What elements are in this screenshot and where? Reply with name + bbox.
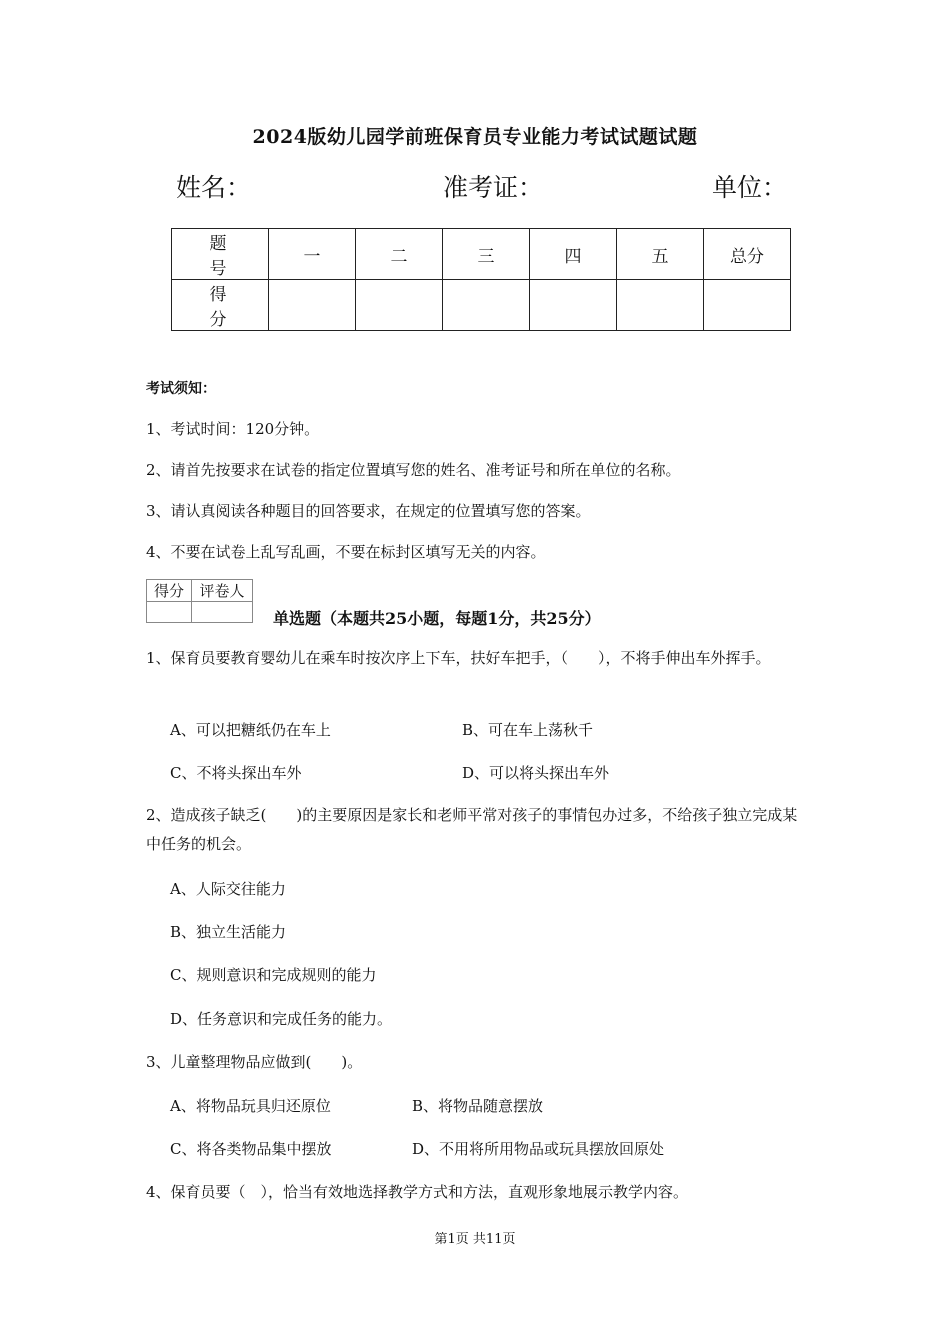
score-value-cell[interactable]	[269, 280, 356, 331]
notice-item: 2、请首先按要求在试卷的指定位置填写您的姓名、准考证号和所在单位的名称。	[146, 461, 681, 479]
option-2b[interactable]: B、独立生活能力	[170, 923, 287, 941]
score-header-cell: 五	[617, 229, 704, 280]
option-1a[interactable]: A、可以把糖纸仍在车上	[170, 721, 331, 739]
document-title: 2024版幼儿园学前班保育员专业能力考试试题试题	[252, 126, 698, 148]
score-header-cell: 一	[269, 229, 356, 280]
unit-label: 单位：	[712, 173, 788, 202]
grader-box	[146, 579, 253, 623]
option-3a[interactable]: A、将物品玩具归还原位	[170, 1097, 331, 1115]
question-1: 1、保育员要教育婴幼儿在乘车时按次序上下车，扶好车把手，（ ），不将手伸出车外挥手。	[146, 649, 771, 667]
page-footer: 第1页 共11页	[434, 1232, 516, 1247]
question-4: 4、保育员要（ ），恰当有效地选择教学方式和方法，直观形象地展示教学内容。	[146, 1183, 689, 1201]
score-value-cell[interactable]	[704, 280, 791, 331]
score-table	[171, 228, 791, 331]
grader-score-label: 得分	[147, 580, 192, 602]
score-value-cell[interactable]	[443, 280, 530, 331]
option-1d[interactable]: D、可以将头探出车外	[462, 764, 610, 782]
notice-item: 4、不要在试卷上乱写乱画，不要在标封区填写无关的内容。	[146, 543, 546, 561]
option-3d[interactable]: D、不用将所用物品或玩具摆放回原处	[412, 1140, 665, 1158]
question-2: 2、造成孩子缺乏( )的主要原因是家长和老师平常对孩子的事情包办过多，不给孩子独立完成某中任务的机会。	[146, 806, 798, 853]
notice-item: 1、考试时间：120分钟。	[146, 420, 320, 438]
grader-reviewer-label: 评卷人	[192, 580, 253, 602]
grader-reviewer-cell[interactable]	[192, 602, 253, 623]
exam-id-label: 准考证：	[443, 173, 544, 202]
notice-heading: 考试须知：	[146, 381, 216, 397]
score-table-value-row	[172, 280, 791, 331]
option-3c[interactable]: C、将各类物品集中摆放	[170, 1140, 332, 1158]
score-value-cell[interactable]	[530, 280, 617, 331]
score-value-cell[interactable]	[617, 280, 704, 331]
option-3b[interactable]: B、将物品随意摆放	[412, 1097, 544, 1115]
grader-score-cell[interactable]	[147, 602, 192, 623]
option-2d[interactable]: D、任务意识和完成任务的能力。	[170, 1010, 393, 1028]
score-header-cell: 总分	[704, 229, 791, 280]
option-1c[interactable]: C、不将头探出车外	[170, 764, 302, 782]
score-header-cell: 二	[356, 229, 443, 280]
question-3: 3、儿童整理物品应做到( )。	[146, 1053, 363, 1071]
notice-item: 3、请认真阅读各种题目的回答要求，在规定的位置填写您的答案。	[146, 502, 591, 520]
option-2a[interactable]: A、人际交往能力	[170, 880, 286, 898]
option-1b[interactable]: B、可在车上荡秋千	[462, 721, 594, 739]
score-header-cell: 四	[530, 229, 617, 280]
score-value-cell[interactable]	[356, 280, 443, 331]
name-label: 姓名：	[176, 173, 252, 202]
option-2c[interactable]: C、规则意识和完成规则的能力	[170, 966, 377, 984]
score-table-header-row	[172, 229, 791, 280]
section-title: 单选题（本题共25小题，每题1分，共25分）	[273, 609, 601, 628]
score-header-cell: 三	[443, 229, 530, 280]
score-header-label: 题 号	[172, 229, 269, 280]
score-row-label: 得 分	[172, 280, 269, 331]
